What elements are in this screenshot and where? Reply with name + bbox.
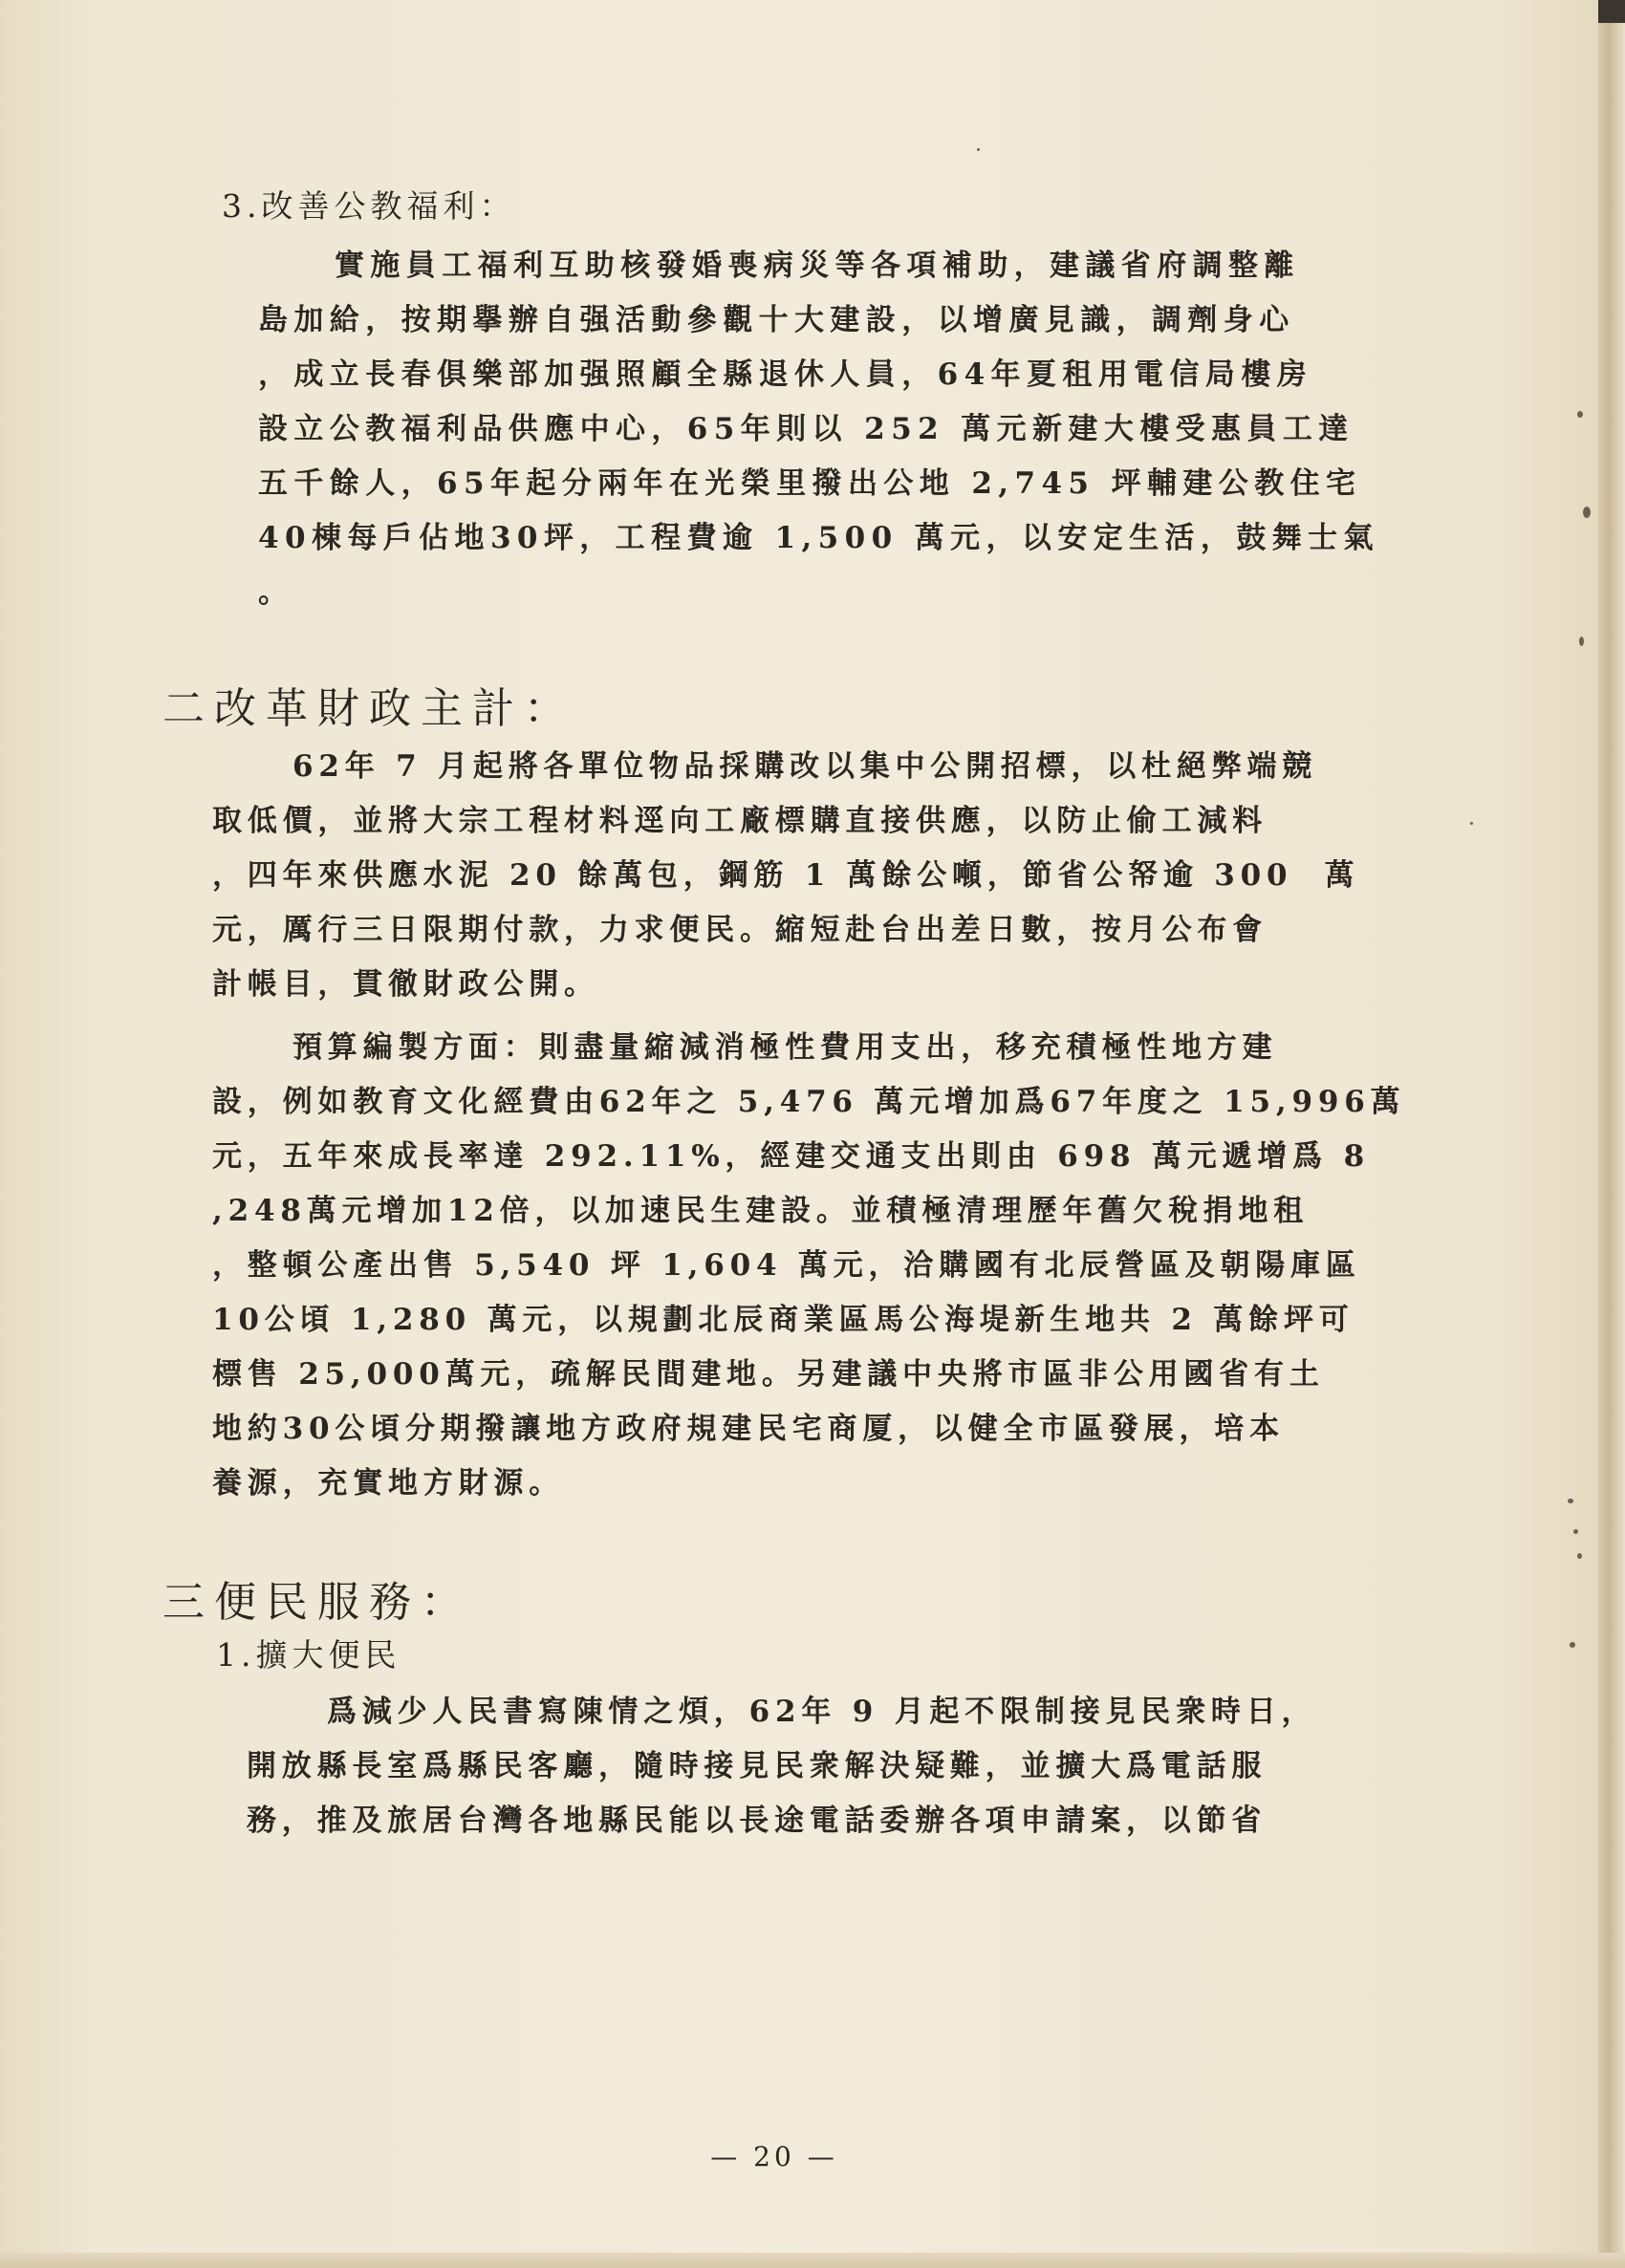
scan-speck bbox=[1568, 1499, 1573, 1503]
page-number: — 20 — bbox=[710, 2141, 838, 2172]
text-line: 10公頃 1,280 萬元，以規劃北辰商業區馬公海堤新生地共 2 萬餘坪可 bbox=[212, 1303, 1354, 1337]
text-line: ，成立長春俱樂部加强照顧全縣退休人員，64年夏租用電信局樓房 bbox=[258, 357, 1313, 392]
scan-speck bbox=[1583, 507, 1591, 518]
binding-shadow bbox=[1598, 0, 1625, 23]
text-line: 養源，充實地方財源。 bbox=[212, 1466, 564, 1501]
subheading-expand-services: 1.擴大便民 bbox=[216, 1636, 401, 1674]
services-paragraph bbox=[247, 1685, 1316, 1848]
scan-speck bbox=[1579, 637, 1584, 646]
text-line: 務，推及旅居台灣各地縣民能以長途電話委辦各項申請案，以節省 bbox=[247, 1804, 1268, 1838]
text-line: 開放縣長室爲縣民客廳，隨時接見民衆解決疑難，並擴大爲電話服 bbox=[247, 1749, 1268, 1783]
text-line: 爲減少人民書寫陳情之煩，62年 9 月起不限制接見民衆時日， bbox=[327, 1695, 1317, 1729]
text-line: 40棟每戶佔地30坪，工程費逾 1,500 萬元，以安定生活，鼓舞士氣 bbox=[258, 521, 1379, 555]
text-line: 。 bbox=[258, 575, 294, 610]
text-line: 元，厲行三日限期付款，力求便民。縮短赴台出差日數，按月公布會 bbox=[212, 913, 1268, 947]
finance-paragraph-budget bbox=[212, 1021, 1405, 1511]
scan-speck bbox=[1573, 1529, 1578, 1534]
welfare-paragraph bbox=[258, 239, 1379, 620]
text-line: 取低價，並將大宗工程材料逕向工廠標購直接供應，以防止偷工減料 bbox=[212, 804, 1268, 838]
text-line: 設，例如教育文化經費由62年之 5,476 萬元增加爲67年度之 15,996萬 bbox=[212, 1085, 1406, 1119]
section-heading-welfare: 3.改善公教福利： bbox=[222, 187, 516, 225]
text-line: ，整頓公產出售 5,540 坪 1,604 萬元，洽購國有北辰營區及朝陽庫區 bbox=[212, 1248, 1361, 1283]
finance-paragraph-procurement bbox=[212, 740, 1359, 1012]
section-heading-finance: 二改革財政主計： bbox=[162, 684, 575, 733]
scan-speck bbox=[1577, 1553, 1582, 1559]
page-edge bbox=[1598, 0, 1625, 2268]
text-line: 62年 7 月起將各單位物品採購改以集中公開招標，以杜絕弊端競 bbox=[292, 749, 1318, 784]
text-line: 地約30公頃分期撥讓地方政府規建民宅商厦，以健全市區發展，培本 bbox=[212, 1412, 1285, 1446]
text-line: ,248萬元增加12倍，以加速民生建設。並積極清理歷年舊欠稅捐地租 bbox=[212, 1194, 1310, 1228]
scan-speck bbox=[1470, 822, 1473, 825]
text-line: 元，五年來成長率達 292.11%，經建交通支出則由 698 萬元遞增爲 8 bbox=[212, 1139, 1370, 1174]
text-line: 預算編製方面：則盡量縮減消極性費用支出，移充積極性地方建 bbox=[292, 1030, 1278, 1065]
text-line: 計帳目，貫徹財政公開。 bbox=[212, 967, 599, 1002]
text-line: 島加給，按期擧辦自强活動參觀十大建設，以增廣見識，調劑身心 bbox=[258, 303, 1295, 337]
text-line: 五千餘人，65年起分兩年在光榮里撥出公地 2,745 坪輔建公教住宅 bbox=[258, 466, 1362, 501]
text-line: 標售 25,000萬元，疏解民間建地。另建議中央將市區非公用國省有土 bbox=[212, 1357, 1325, 1392]
text-line: 設立公教福利品供應中心，65年則以 252 萬元新建大樓受惠員工達 bbox=[258, 412, 1354, 446]
text-line: 實施員工福利互助核發婚喪病災等各項補助，建議省府調整離 bbox=[335, 248, 1300, 283]
scan-speck bbox=[977, 148, 980, 151]
scan-speck bbox=[1577, 411, 1583, 418]
scan-speck bbox=[1570, 1642, 1575, 1648]
section-heading-services: 三便民服務： bbox=[162, 1578, 472, 1627]
page-bottom-edge bbox=[0, 2253, 1625, 2268]
text-line: ，四年來供應水泥 20 餘萬包，鋼筋 1 萬餘公噸，節省公帑逾 300 萬 bbox=[212, 858, 1360, 893]
